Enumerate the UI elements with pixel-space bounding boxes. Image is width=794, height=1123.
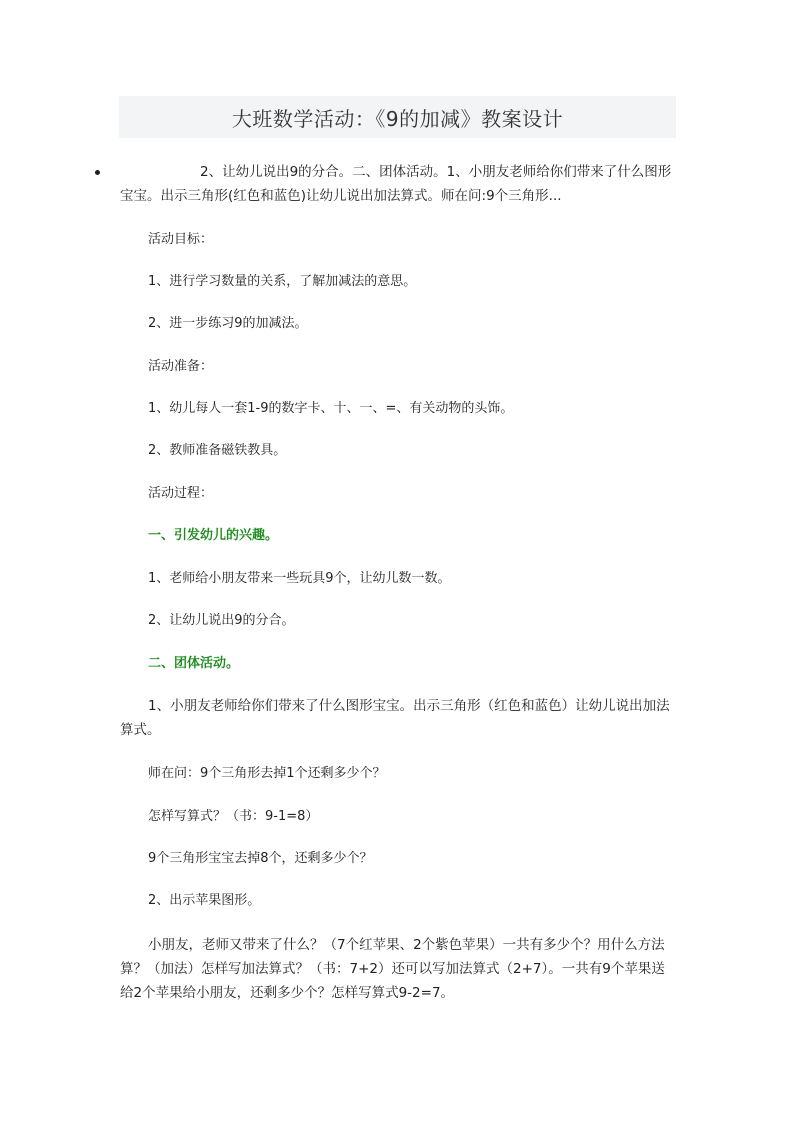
prep-item-1: 1、幼儿每人一套1-9的数字卡、十、一、=、有关动物的头饰。 [148, 401, 514, 416]
step-item-1-2: 2、让幼儿说出9的分合。 [148, 613, 295, 628]
page-title: 大班数学活动：《9的加减》教案设计 [231, 106, 564, 131]
step-item-2-2: 2、出示苹果图形。 [148, 893, 261, 908]
question-1: 师在问：9个三角形去掉1个还剩多少个？ [148, 766, 386, 781]
step-item-1-1: 1、老师给小朋友带来一些玩具9个，让幼儿数一数。 [148, 571, 451, 586]
goal-item-2: 2、进一步练习9的加减法。 [148, 316, 308, 331]
title-banner [119, 96, 676, 138]
list-bullet [95, 170, 100, 175]
question-2: 怎样写算式？（书：9-1=8） [148, 809, 319, 824]
prep-item-2: 2、教师准备磁铁教具。 [148, 443, 287, 458]
question-3: 9个三角形宝宝去掉8个，还剩多少个？ [148, 851, 373, 866]
goals-heading: 活动目标： [148, 232, 214, 247]
final-paragraph: 小朋友，老师又带来了什么？（7个红苹果、2个紫色苹果）一共有多少个？用什么方法算？（加法）怎样写加法算式？（书：7+2）还可以写加法算式（2+7）。一共有9个苹果送给2个苹果给小朋友，还剩多少个？怎样写算式9-2=7。 [120, 937, 665, 1001]
step-item-2-1: 1、小朋友老师给你们带来了什么图形宝宝。出示三角形（红色和蓝色）让幼儿说出加法算式。 [120, 698, 670, 738]
goal-item-1: 1、进行学习数量的关系，了解加减法的意思。 [148, 274, 417, 289]
summary-snippet: 2、让幼儿说出9的分合。二、团体活动。1、小朋友老师给你们带来了什么图形宝宝。出示三角形(红色和蓝色)让幼儿说出加法算式。师在问:9个三角形... [120, 164, 672, 204]
process-heading: 活动过程： [148, 486, 214, 501]
prep-heading: 活动准备： [148, 359, 214, 374]
section-heading-2: 二、团体活动。 [148, 656, 240, 671]
section-heading-1: 一、引发幼儿的兴趣。 [148, 528, 279, 543]
